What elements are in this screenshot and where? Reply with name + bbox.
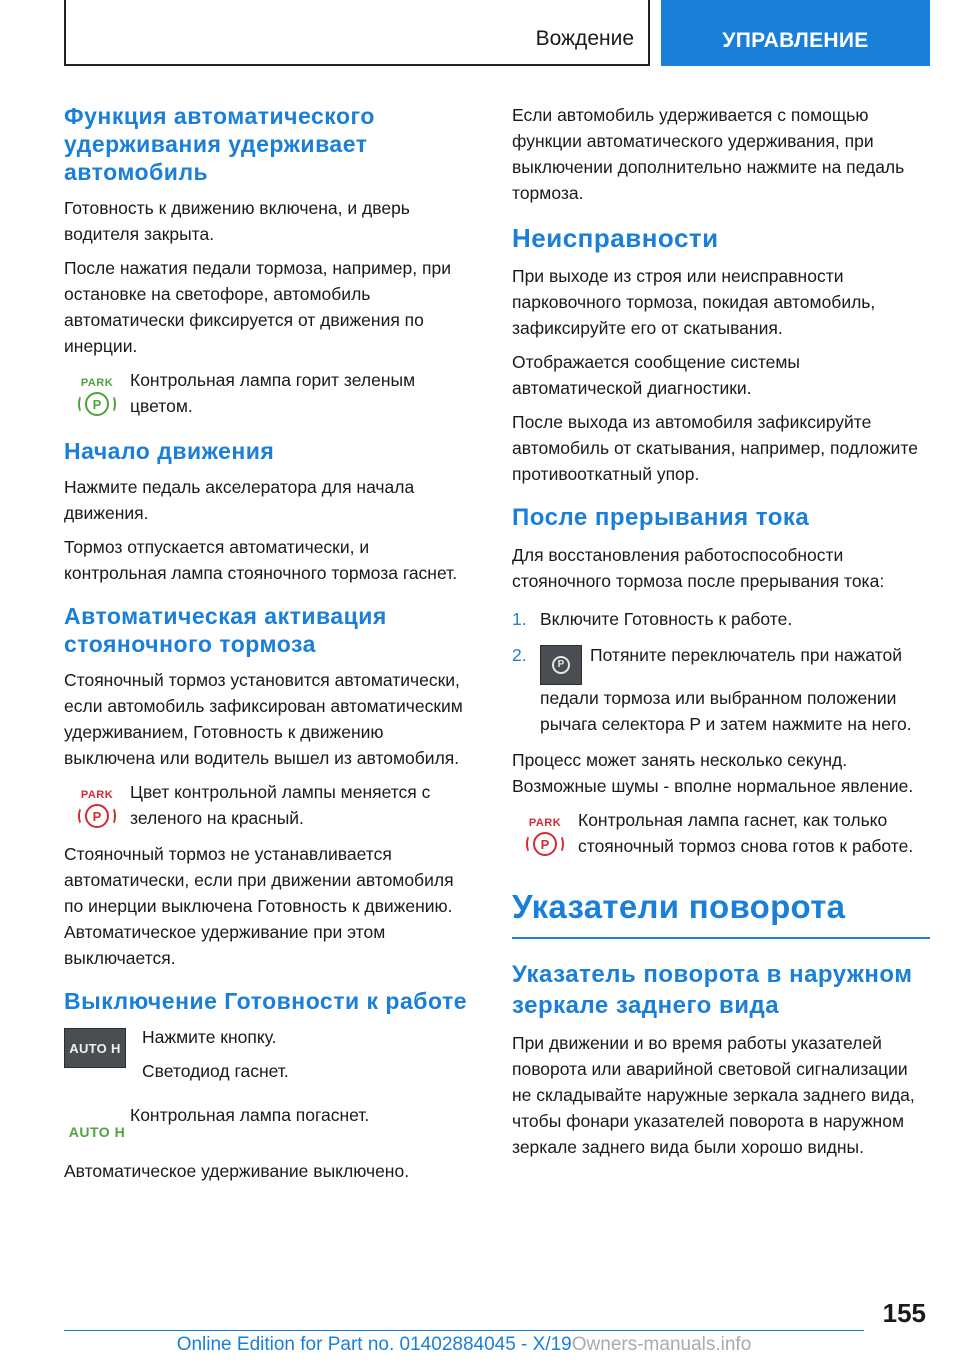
watermark-text: Owners-manuals.info — [571, 1334, 752, 1355]
paragraph: При выходе из строя или неисправности парковочного тормоза, покидая автомобиль, зафиксируйте его от скатывания. — [512, 266, 876, 338]
heading-start: Начало движения — [64, 438, 275, 464]
paragraph: После нажатия педали тормоза, например, при остановке на светофоре, автомобиль автоматически фиксируется от движения по инерции. — [64, 258, 451, 356]
heading-mirror-indicator: Указатель поворота в наружном зеркале заднего вида — [512, 961, 913, 1019]
heading-switch-off: Выключение Готовности к работе — [64, 988, 468, 1014]
indicator-note — [64, 1102, 476, 1140]
paragraph: При движении и во время работы указателей поворота или аварийной световой сигнализации не складывайте наружные зеркала заднего вида, чтобы фонари указателей поворота в наружном зеркале заднего вида были хорошо видны. — [512, 1033, 915, 1157]
indicator-note — [64, 779, 476, 831]
page-header — [64, 0, 930, 66]
list-item: 2. P Потяните переключатель при нажатой педали тормоза или выбранном положении рычага селектора P и затем нажмите на него. — [512, 645, 912, 734]
paragraph: Стояночный тормоз установится автоматически, если автомобиль зафиксирован автоматическим удерживанием, Готовность к движению выключена или водитель вышел из автомобиля. — [64, 670, 463, 768]
indicator-note — [512, 807, 930, 859]
heading-auto-activation: Автоматическая активация стояночного тормоза — [64, 603, 387, 657]
indicator-note — [64, 367, 476, 419]
chapter-tab — [661, 0, 930, 66]
park-brake-red-icon: PARK P — [81, 789, 113, 828]
indicator-text: Контрольная лампа погаснет. — [130, 1105, 370, 1125]
paragraph: Нажмите педаль акселератора для начала движения. — [64, 477, 415, 523]
park-brake-green-icon: PARK P — [81, 377, 113, 416]
heading-auto-hold: Функция автоматического удерживания удерживает автомобиль — [64, 103, 375, 185]
auto-hold-button-icon: AUTO H — [64, 1028, 126, 1068]
page-footer — [0, 1334, 928, 1356]
auto-hold-lamp-icon: AUTO H — [68, 1124, 126, 1140]
paragraph: Автоматическое удерживание выключено. — [64, 1161, 410, 1181]
right-column — [512, 102, 930, 1168]
list-item: 1. Включите Готовность к работе. — [512, 609, 793, 629]
left-column — [64, 102, 476, 1192]
edition-text: Online Edition for Part no. 01402884045 - X/19 — [176, 1334, 572, 1355]
parking-brake-switch-icon: P — [540, 645, 582, 685]
paragraph: Отображается сообщение системы автоматической диагностики. — [512, 352, 800, 398]
section-tab — [64, 0, 650, 66]
paragraph: Для восстановления работоспособности стояночного тормоза после прерывания тока: — [512, 545, 885, 591]
chapter-title: УПРАВЛЕНИЕ — [722, 29, 869, 52]
section-title: Вождение — [535, 27, 634, 50]
paragraph: Процесс может занять несколько секунд. Возможные шумы - вполне нормальное явление. — [512, 750, 914, 796]
heading-faults: Неисправности — [512, 223, 719, 253]
heading-power-interruption: После прерывания тока — [512, 504, 810, 531]
footer-divider — [64, 1330, 864, 1331]
step-text: Нажмите кнопку. — [142, 1027, 277, 1047]
indicator-text: Контрольная лампа гаснет, как только стояночный тормоз снова готов к работе. — [578, 810, 914, 856]
paragraph: Стояночный тормоз не устанавливается автоматически, если при движении автомобиля по инерции выключена Готовность к движению. Автоматическое удерживание при этом выключается. — [64, 844, 454, 968]
heading-turn-signals: Указатели поворота — [512, 887, 930, 939]
page-number: 155 — [882, 1298, 926, 1328]
indicator-text: Контрольная лампа горит зеленым цветом. — [130, 370, 416, 416]
paragraph: Тормоз отпускается автоматически, и контрольная лампа стояночного тормоза гаснет. — [64, 537, 458, 583]
steps-list — [512, 606, 930, 737]
button-note — [64, 1024, 476, 1092]
paragraph: Если автомобиль удерживается с помощью функции автоматического удерживания, при выключении дополнительно нажмите на педаль тормоза. — [512, 105, 905, 203]
paragraph: После выхода из автомобиля зафиксируйте автомобиль от скатывания, например, подложите противооткатный упор. — [512, 412, 918, 484]
paragraph: Готовность к движению включена, и дверь водителя закрыта. — [64, 198, 410, 244]
park-brake-red-icon: PARK P — [529, 817, 561, 856]
indicator-text: Цвет контрольной лампы меняется с зеленого на красный. — [130, 782, 431, 828]
step-text: Светодиод гаснет. — [142, 1061, 289, 1081]
